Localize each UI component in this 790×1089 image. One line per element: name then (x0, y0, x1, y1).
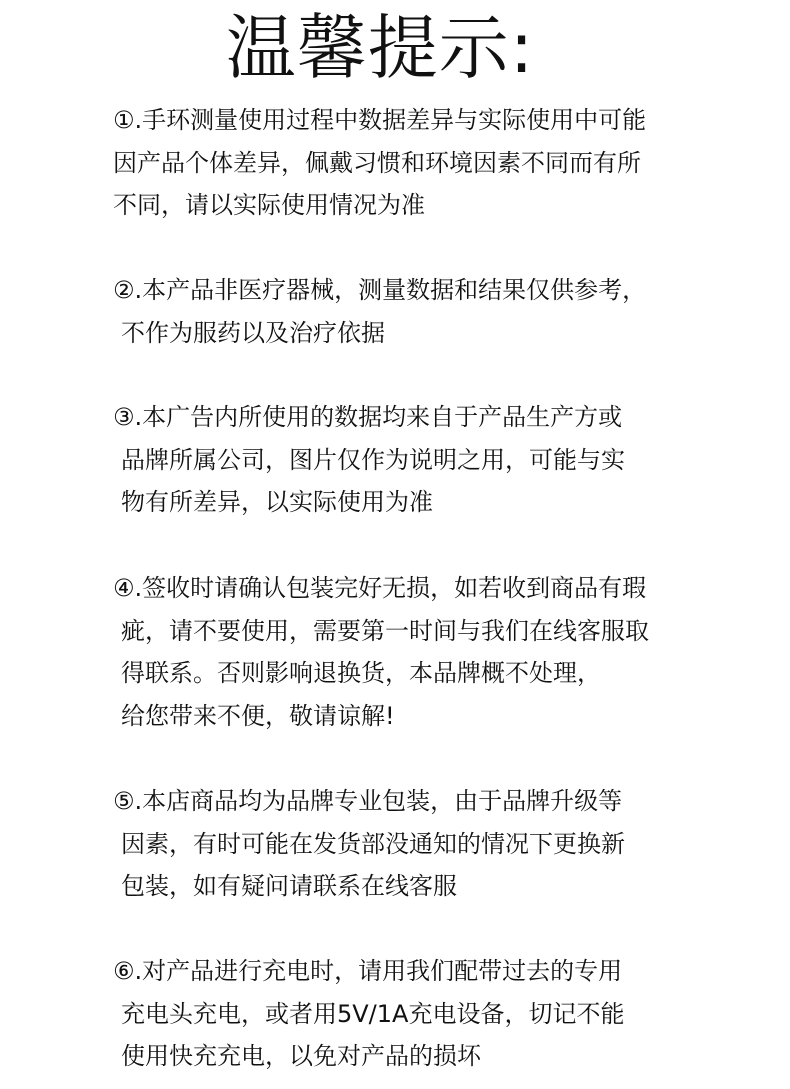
notice-line: 不作为服药以及治疗依据 (121, 318, 385, 347)
notice-line: ⑤.本店商品均为品牌专业包装，由于品牌升级等 (113, 787, 623, 815)
notice-line: 使用快充充电，以免对产品的损坏 (121, 1042, 481, 1070)
notice-line: ④.签收时请确认包装完好无损，如若收到商品有瑕 (113, 574, 647, 602)
notice-line: ⑥.对产品进行充电时，请用我们配带过去的专用 (113, 957, 623, 985)
notice-line: ②.本产品非医疗器械，测量数据和结果仅供参考， (113, 276, 647, 304)
page-title: 温馨提示: (225, 7, 535, 89)
notice-line: 品牌所属公司，图片仅作为说明之用，可能与实 (121, 445, 625, 474)
notice-item-3 (113, 396, 753, 524)
notice-line: 得联系。否则影响退换货，本品牌概不处理， (121, 659, 601, 687)
notice-item-5 (113, 780, 753, 908)
notice-line: 因素，有时可能在发货部没通知的情况下更换新 (121, 829, 625, 858)
notice-line: 给您带来不便，敬请谅解! (121, 701, 395, 730)
notice-line: ③.本广告内所使用的数据均来自于产品生产方或 (113, 403, 623, 431)
notice-line: 因产品个体差异，佩戴习惯和环境因素不同而有所 (113, 148, 641, 177)
notice-line: 充电头充电，或者用5V/1A充电设备，切记不能 (121, 999, 625, 1028)
notice-line: 疵，请不要使用，需要第一时间与我们在线客服取 (121, 616, 649, 645)
notice-item-2 (113, 269, 753, 354)
notice-line: ①.手环测量使用过程中数据差异与实际使用中可能 (113, 106, 647, 134)
notice-item-1 (113, 99, 753, 227)
notice-item-6 (113, 950, 753, 1078)
notice-line: 不同，请以实际使用情况为准 (113, 191, 425, 219)
notice-line: 包装，如有疑问请联系在线客服 (121, 872, 457, 900)
notice-line: 物有所差异，以实际使用为准 (121, 488, 433, 516)
notice-item-4 (113, 567, 753, 737)
